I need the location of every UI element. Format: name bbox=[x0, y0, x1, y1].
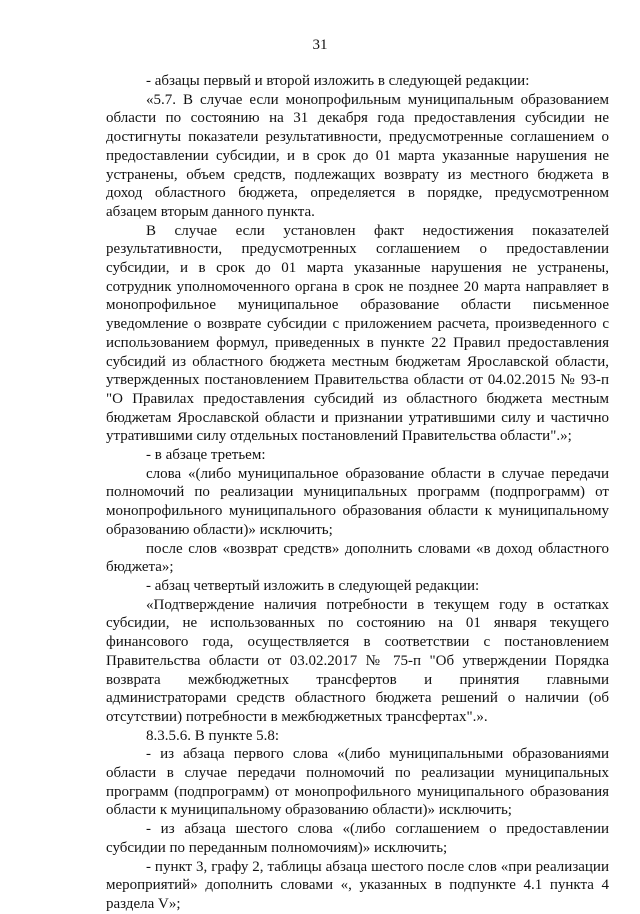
paragraph-item-first: - из абзаца первого слова «(либо муниципальными образованиями области в случае передачи полномочий по реализации муниципальных программ (подпрограмм) от монопрофильного муниципального образования области к муниципальному образованию области)» исключить; bbox=[106, 746, 609, 819]
document-body bbox=[106, 72, 609, 914]
paragraph-instruction-3: - абзац четвертый изложить в следующей редакции: bbox=[146, 577, 480, 594]
paragraph-section-8-3-5-6: 8.3.5.6. В пункте 5.8: bbox=[146, 727, 280, 744]
paragraph-instruction-2: - в абзаце третьем: bbox=[146, 447, 266, 464]
page-number: 31 bbox=[312, 37, 328, 53]
paragraph-clause-5-7-second: В случае если установлен факт недостижения показателей результативности, предусмотренных соглашением о предоставлении субсидии, и в срок до 01 марта указанные нарушения не устранены, сотрудник уполномоченного органа в срок не позднее 20 марта направляет в монопрофильное муниципальное образование области письменное уведомление о возврате субсидии с приложением расчета, произведенного с использованием формул, приведенных в пункте 22 Правил предоставления субсидий из областного бюджета местным бюджетам Ярославской области, утвержденных постановлением Правительства области от 04.02.2015 № 93-п "О Правилах предоставления субсидий из областного бюджета местным бюджетам Ярославской области и признании утратившими силу и частично утратившими силу отдельных постановлений Правительства области".»; bbox=[106, 222, 609, 445]
paragraph-clause-5-7: «5.7. В случае если монопрофильным муниципальным образованием области по состоянию на 31 декабря года предоставления субсидии не достигнуты показатели результативности, предусмотренные соглашением о предоставлении субсидии, и в срок до 01 марта указанные нарушения не устранены, объем средств, подлежащих возврату из местного бюджета в доход областного бюджета, определяется в порядке, предусмотренном абзацем вторым данного пункта. bbox=[106, 91, 609, 220]
paragraph-item-table: - пункт 3, графу 2, таблицы абзаца шестого после слов «при реализации мероприятий» дополнить словами «, указанных в подпункте 4.1 пункта 4 раздела V»; bbox=[106, 858, 609, 912]
paragraph-confirmation: «Подтверждение наличия потребности в текущем году в остатках субсидии, не использованных по состоянию на 01 января текущего финансового года, осуществляется в соответствии с постановлением Правительства области от 03.02.2017 № 75-п "Об утверждении Порядка возврата межбюджетных трансфертов и принятия главными администраторами средств областного бюджета решений о наличии (об отсутствии) потребности в межбюджетных трансфертах".». bbox=[106, 596, 609, 725]
paragraph-instruction-1: - абзацы первый и второй изложить в следующей редакции: bbox=[146, 73, 530, 89]
paragraph-item-sixth: - из абзаца шестого слова «(либо соглашением о предоставлении субсидии по переданным полномочиям)» исключить; bbox=[106, 821, 609, 856]
paragraph-words-exclude: слова «(либо муниципальное образование области в случае передачи полномочий по реализации муниципальных программ (подпрограмм) от монопрофильного муниципального образования области к муниципальному образованию области)» исключить; bbox=[106, 465, 609, 538]
paragraph-words-add: после слов «возврат средств» дополнить словами «в доход областного бюджета»; bbox=[106, 540, 609, 576]
